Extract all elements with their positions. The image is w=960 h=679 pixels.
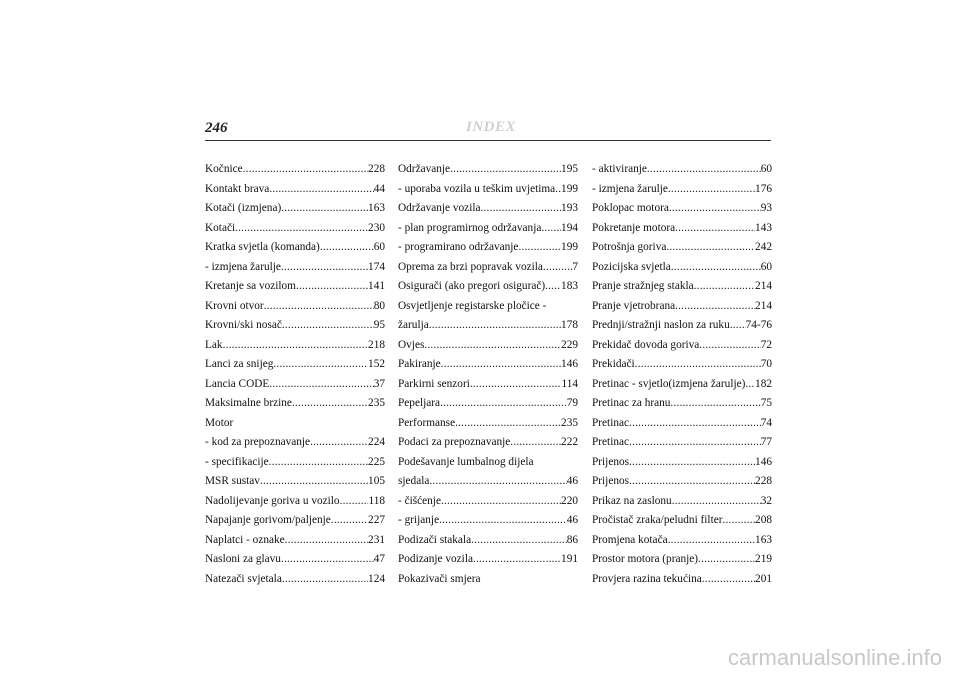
index-entry bbox=[205, 355, 385, 375]
index-entry-page: 163 bbox=[755, 533, 772, 546]
index-entry-text: Održavanje bbox=[398, 163, 451, 175]
dot-leader bbox=[471, 531, 567, 551]
dot-leader bbox=[310, 433, 368, 453]
index-entry-text: žarulja bbox=[398, 319, 429, 331]
index-entry-text: - uporaba vozila u teškim uvjetima bbox=[398, 182, 556, 195]
index-column-3 bbox=[592, 160, 772, 589]
index-entry-page: 191 bbox=[561, 553, 578, 565]
index-entry-page: 60 bbox=[760, 163, 772, 175]
index-entry bbox=[398, 199, 578, 219]
index-column-1 bbox=[205, 160, 385, 589]
index-entry-page: 60 bbox=[373, 241, 385, 253]
index-entry-text: Podaci za prepoznavanje bbox=[398, 436, 511, 448]
index-entry bbox=[205, 511, 385, 531]
index-entry-page: 37 bbox=[373, 377, 385, 390]
index-entry-text: Kontakt brava bbox=[205, 182, 270, 195]
index-entry-page: 74 bbox=[760, 416, 772, 429]
dot-leader bbox=[320, 238, 374, 258]
index-entry-page: 218 bbox=[368, 338, 385, 351]
dot-leader bbox=[429, 472, 566, 492]
index-column-2 bbox=[398, 160, 578, 589]
index-entry-page: 60 bbox=[760, 260, 772, 273]
index-entry bbox=[592, 160, 772, 180]
dot-leader bbox=[296, 277, 368, 297]
dot-leader bbox=[440, 394, 567, 414]
index-entry bbox=[592, 394, 772, 414]
index-entry-page: 152 bbox=[368, 358, 385, 370]
index-entry bbox=[592, 199, 772, 219]
header-rule bbox=[205, 140, 771, 141]
index-entry bbox=[398, 258, 578, 278]
dot-leader bbox=[543, 258, 572, 278]
dot-leader bbox=[441, 492, 561, 512]
index-entry-page: 230 bbox=[368, 221, 385, 234]
page-number: 246 bbox=[205, 120, 228, 136]
index-entry-page: 74-76 bbox=[745, 319, 772, 331]
index-entry-text: Pretinac bbox=[592, 436, 630, 448]
index-entry-page: 105 bbox=[368, 475, 385, 487]
index-entry bbox=[205, 492, 385, 512]
page-title: INDEX bbox=[466, 119, 517, 135]
index-entry bbox=[205, 433, 385, 453]
index-entry-text: Osvjetljenje registarske pločice - bbox=[398, 299, 547, 312]
index-entry-text: Pranje stražnjeg stakla bbox=[592, 280, 694, 292]
dot-leader bbox=[455, 414, 561, 434]
index-entry-page: 146 bbox=[561, 358, 578, 370]
index-entry bbox=[398, 160, 578, 180]
index-entry-page: 114 bbox=[561, 377, 578, 390]
index-entry-page: 229 bbox=[561, 338, 578, 351]
index-entry-page: 46 bbox=[566, 475, 578, 487]
index-entry-text: Podizanje vozila bbox=[398, 553, 473, 565]
index-entry-page: 86 bbox=[566, 533, 578, 546]
index-entry-page: 214 bbox=[755, 280, 772, 292]
index-entry-text: Podizači stakala bbox=[398, 533, 472, 546]
index-entry-text: Prekidač dovoda goriva bbox=[592, 338, 700, 351]
index-entry-text: Pretinac za hranu bbox=[592, 397, 671, 409]
dot-leader bbox=[281, 550, 374, 570]
index-entry-page: 176 bbox=[755, 182, 772, 195]
index-entry bbox=[398, 511, 578, 531]
index-entry-page: 228 bbox=[368, 163, 385, 175]
index-entry bbox=[398, 375, 578, 395]
dot-leader bbox=[470, 375, 562, 395]
dot-leader bbox=[429, 316, 561, 336]
dot-leader bbox=[670, 394, 760, 414]
dot-leader bbox=[292, 394, 368, 414]
index-entry-text: Kretanje sa vozilom bbox=[205, 280, 296, 292]
index-entry bbox=[398, 550, 578, 570]
dot-leader bbox=[481, 199, 562, 219]
index-entry-page: 80 bbox=[373, 299, 385, 312]
index-entry-text: Pozicijska svjetla bbox=[592, 260, 671, 273]
dot-leader bbox=[441, 355, 561, 375]
index-entry bbox=[205, 394, 385, 414]
index-entry bbox=[592, 550, 772, 570]
index-entry-page: 72 bbox=[760, 338, 772, 351]
index-entry-text: Pokazivači smjera bbox=[398, 572, 481, 585]
dot-leader bbox=[694, 277, 755, 297]
dot-leader bbox=[669, 199, 761, 219]
index-entry-text: Nasloni za glavu bbox=[205, 553, 281, 565]
dot-leader bbox=[672, 492, 761, 512]
dot-leader bbox=[282, 316, 374, 336]
index-entry-text: - specifikacije bbox=[205, 455, 269, 468]
dot-leader bbox=[510, 433, 561, 453]
index-entry-text: Kotači bbox=[205, 221, 236, 234]
index-entry-page: 47 bbox=[373, 553, 385, 565]
index-entry-page: 178 bbox=[561, 319, 578, 331]
index-entry bbox=[205, 336, 385, 356]
index-entry-page: 195 bbox=[561, 163, 578, 175]
index-entry bbox=[205, 316, 385, 336]
dot-leader bbox=[260, 472, 368, 492]
dot-leader bbox=[273, 355, 368, 375]
index-entry-text: Provjera razina tekućina bbox=[592, 572, 702, 585]
index-entry-page: 231 bbox=[368, 533, 385, 546]
index-entry-page: 163 bbox=[368, 202, 385, 214]
dot-leader bbox=[235, 219, 368, 239]
dot-leader bbox=[331, 511, 368, 531]
index-entry-page: 235 bbox=[561, 416, 578, 429]
dot-leader bbox=[629, 433, 761, 453]
index-entry bbox=[592, 277, 772, 297]
index-entry-text: Prednji/stražnji naslon za ruku bbox=[592, 319, 730, 331]
dot-leader bbox=[745, 375, 755, 395]
index-entry bbox=[592, 297, 772, 317]
dot-leader bbox=[541, 219, 561, 239]
index-entry-text: Pretinac bbox=[592, 416, 630, 429]
index-entry-text: - aktiviranje bbox=[592, 163, 647, 175]
index-entry-page: 228 bbox=[755, 475, 772, 487]
index-entry-text: Prikaz na zaslonu bbox=[592, 494, 672, 507]
dot-leader bbox=[635, 355, 761, 375]
index-entry bbox=[592, 336, 772, 356]
index-entry bbox=[398, 433, 578, 453]
index-entry bbox=[205, 414, 385, 434]
index-entry-text: Prostor motora (pranje) bbox=[592, 553, 699, 565]
index-entry bbox=[592, 355, 772, 375]
index-entry-page: 224 bbox=[368, 436, 385, 448]
dot-leader bbox=[281, 258, 368, 278]
index-entry bbox=[398, 316, 578, 336]
index-entry bbox=[398, 277, 578, 297]
index-entry-page: 7 bbox=[572, 260, 578, 273]
index-entry-text: Potrošnja goriva bbox=[592, 241, 667, 253]
index-entry bbox=[398, 297, 578, 317]
index-entry bbox=[592, 472, 772, 492]
index-entry-text: Krovni/ski nosač bbox=[205, 319, 282, 331]
index-entry-text: Pepeljara bbox=[398, 397, 441, 409]
watermark: carmanualsonline.info bbox=[727, 645, 942, 670]
dot-leader bbox=[269, 180, 373, 200]
dot-leader bbox=[424, 336, 561, 356]
index-entry-text: Kotači (izmjena) bbox=[205, 202, 282, 214]
dot-leader bbox=[702, 570, 755, 590]
index-entry-text: Pranje vjetrobrana bbox=[592, 299, 676, 312]
dot-leader bbox=[269, 375, 373, 395]
index-entry-text: Prekidači bbox=[592, 358, 635, 370]
dot-leader bbox=[730, 316, 746, 336]
index-entry-text: Pročistač zraka/peludni filter bbox=[592, 514, 723, 526]
index-entry bbox=[205, 258, 385, 278]
index-entry bbox=[592, 453, 772, 473]
index-entry-text: Ovjes bbox=[398, 338, 425, 351]
index-entry-text: Lancia CODE bbox=[205, 377, 270, 390]
index-entry-text: Napajanje gorivom/paljenje bbox=[205, 514, 331, 526]
index-entry-page: 199 bbox=[561, 241, 578, 253]
index-entry-page: 201 bbox=[755, 572, 772, 585]
index-entry-text: - čišćenje bbox=[398, 494, 441, 507]
index-entry-text: Kočnice bbox=[205, 163, 243, 175]
index-entry-text: Lanci za snijeg bbox=[205, 358, 274, 370]
index-entry-page: 70 bbox=[760, 358, 772, 370]
index-entry-page: 93 bbox=[760, 202, 772, 214]
index-entry bbox=[205, 531, 385, 551]
dot-leader bbox=[668, 180, 755, 200]
index-entry bbox=[205, 453, 385, 473]
index-entry bbox=[592, 258, 772, 278]
index-entry-page: 220 bbox=[561, 494, 578, 507]
index-entry bbox=[592, 238, 772, 258]
dot-leader bbox=[647, 160, 761, 180]
index-entry-text: Održavanje vozila bbox=[398, 202, 481, 214]
index-entry bbox=[205, 238, 385, 258]
index-entry-text: Performanse bbox=[398, 416, 456, 429]
index-entry-text: Nadolijevanje goriva u vozilo bbox=[205, 494, 340, 507]
index-entry-text: Krovni otvor bbox=[205, 299, 264, 312]
index-entry-text: - programirano održavanje bbox=[398, 241, 519, 253]
dot-leader bbox=[340, 492, 369, 512]
index-entry bbox=[398, 336, 578, 356]
dot-leader bbox=[629, 472, 755, 492]
dot-leader bbox=[629, 414, 761, 434]
index-entry-page: 182 bbox=[755, 377, 772, 390]
index-entry-text: Podešavanje lumbalnog dijela bbox=[398, 455, 534, 468]
dot-leader bbox=[243, 160, 368, 180]
index-entry bbox=[592, 492, 772, 512]
index-entry-page: 199 bbox=[561, 182, 578, 195]
index-entry bbox=[592, 433, 772, 453]
index-entry bbox=[592, 180, 772, 200]
index-entry-text: Motor bbox=[205, 416, 234, 429]
index-entry-page: 235 bbox=[368, 397, 385, 409]
index-entry bbox=[398, 492, 578, 512]
index-entry-text: Parkirni senzori bbox=[398, 377, 470, 390]
index-entry-text: Osigurači (ako pregori osigurač) bbox=[398, 280, 546, 292]
index-entry-page: 124 bbox=[368, 572, 385, 585]
index-entry bbox=[205, 375, 385, 395]
dot-leader bbox=[282, 570, 368, 590]
index-entry bbox=[205, 550, 385, 570]
page-header bbox=[205, 118, 771, 142]
index-entry-page: 75 bbox=[760, 397, 772, 409]
dot-leader bbox=[518, 238, 561, 258]
index-entry-page: 143 bbox=[755, 221, 772, 234]
index-entry-text: Prijenos bbox=[592, 475, 630, 487]
index-entry-text: - izmjena žarulje bbox=[205, 260, 281, 273]
dot-leader bbox=[675, 297, 755, 317]
index-entry-page: 193 bbox=[561, 202, 578, 214]
index-entry-page: 46 bbox=[566, 514, 578, 526]
index-entry-text: Promjena kotača bbox=[592, 533, 668, 546]
index-entry bbox=[398, 472, 578, 492]
dot-leader bbox=[269, 453, 368, 473]
index-entry-page: 118 bbox=[368, 494, 385, 507]
dot-leader bbox=[264, 297, 374, 317]
index-entry bbox=[592, 414, 772, 434]
index-entry bbox=[398, 453, 578, 473]
index-entry-page: 242 bbox=[755, 241, 772, 253]
index-entry-text: Pretinac - svjetlo(izmjena žarulje) bbox=[592, 377, 746, 390]
index-entry-text: Prijenos bbox=[592, 455, 630, 468]
index-entry-page: 225 bbox=[368, 455, 385, 468]
dot-leader bbox=[285, 531, 368, 551]
dot-leader bbox=[629, 453, 755, 473]
index-entry bbox=[205, 180, 385, 200]
index-entry bbox=[592, 316, 772, 336]
index-entry-text: - grijanje bbox=[398, 514, 440, 526]
index-entry-page: 32 bbox=[760, 494, 772, 507]
index-entry-text: Kratka svjetla (komanda) bbox=[205, 241, 320, 253]
dot-leader bbox=[473, 550, 561, 570]
index-entry-text: Natezači svjetala bbox=[205, 572, 282, 585]
dot-leader bbox=[450, 160, 561, 180]
index-entry bbox=[205, 199, 385, 219]
index-entry-text: Pokretanje motora bbox=[592, 221, 676, 234]
dot-leader bbox=[281, 199, 368, 219]
index-entry-page: 219 bbox=[755, 553, 772, 565]
index-entry-page: 222 bbox=[561, 436, 578, 448]
dot-leader bbox=[545, 277, 561, 297]
index-entry-page: 183 bbox=[561, 280, 578, 292]
index-entry-page: 95 bbox=[373, 319, 385, 331]
index-entry-page: 174 bbox=[368, 260, 385, 273]
index-entry-text: - izmjena žarulje bbox=[592, 182, 668, 195]
index-entry-page: 44 bbox=[373, 182, 385, 195]
index-entry bbox=[205, 277, 385, 297]
dot-leader bbox=[439, 511, 567, 531]
index-entry bbox=[398, 570, 578, 590]
index-entry-text: MSR sustav bbox=[205, 475, 260, 487]
index-entry bbox=[592, 570, 772, 590]
index-entry bbox=[592, 219, 772, 239]
dot-leader bbox=[668, 531, 755, 551]
dot-leader bbox=[675, 219, 755, 239]
index-entry-page: 146 bbox=[755, 455, 772, 468]
index-entry bbox=[398, 531, 578, 551]
index-entry-page: 194 bbox=[561, 221, 578, 234]
dot-leader bbox=[671, 258, 761, 278]
index-entry-text: Pakiranje bbox=[398, 358, 441, 370]
index-entry-text: Naplatci - oznake bbox=[205, 533, 285, 546]
index-entry-text: Lak bbox=[205, 338, 223, 351]
index-entry-page: 208 bbox=[755, 514, 772, 526]
dot-leader bbox=[698, 550, 755, 570]
index-entry-text: - plan programirnog održavanja bbox=[398, 221, 542, 234]
index-entry-text: Poklopac motora bbox=[592, 202, 669, 214]
index-entry-page: 141 bbox=[368, 280, 385, 292]
index-entry bbox=[592, 511, 772, 531]
index-entry-page: 214 bbox=[755, 299, 772, 312]
index-entry-text: Maksimalne brzine bbox=[205, 397, 292, 409]
dot-leader bbox=[223, 336, 368, 356]
index-entry bbox=[398, 238, 578, 258]
index-entry-text: sjedala bbox=[398, 475, 430, 487]
index-entry bbox=[398, 355, 578, 375]
index-entry bbox=[398, 219, 578, 239]
index-entry bbox=[205, 160, 385, 180]
index-entry-page: 77 bbox=[760, 436, 772, 448]
index-entry bbox=[592, 375, 772, 395]
dot-leader bbox=[666, 238, 755, 258]
dot-leader bbox=[723, 511, 756, 531]
index-entry bbox=[205, 219, 385, 239]
index-entry bbox=[398, 180, 578, 200]
index-entry bbox=[205, 472, 385, 492]
index-entry bbox=[398, 414, 578, 434]
dot-leader bbox=[699, 336, 760, 356]
index-entry-page: 79 bbox=[566, 397, 578, 409]
index-entry bbox=[205, 570, 385, 590]
index-entry-page: 227 bbox=[368, 514, 385, 526]
index-entry-text: Oprema za brzi popravak vozila bbox=[398, 260, 543, 273]
index-entry bbox=[592, 531, 772, 551]
index-entry-text: - kod za prepoznavanje bbox=[205, 436, 311, 448]
index-entry bbox=[398, 394, 578, 414]
index-entry bbox=[205, 297, 385, 317]
